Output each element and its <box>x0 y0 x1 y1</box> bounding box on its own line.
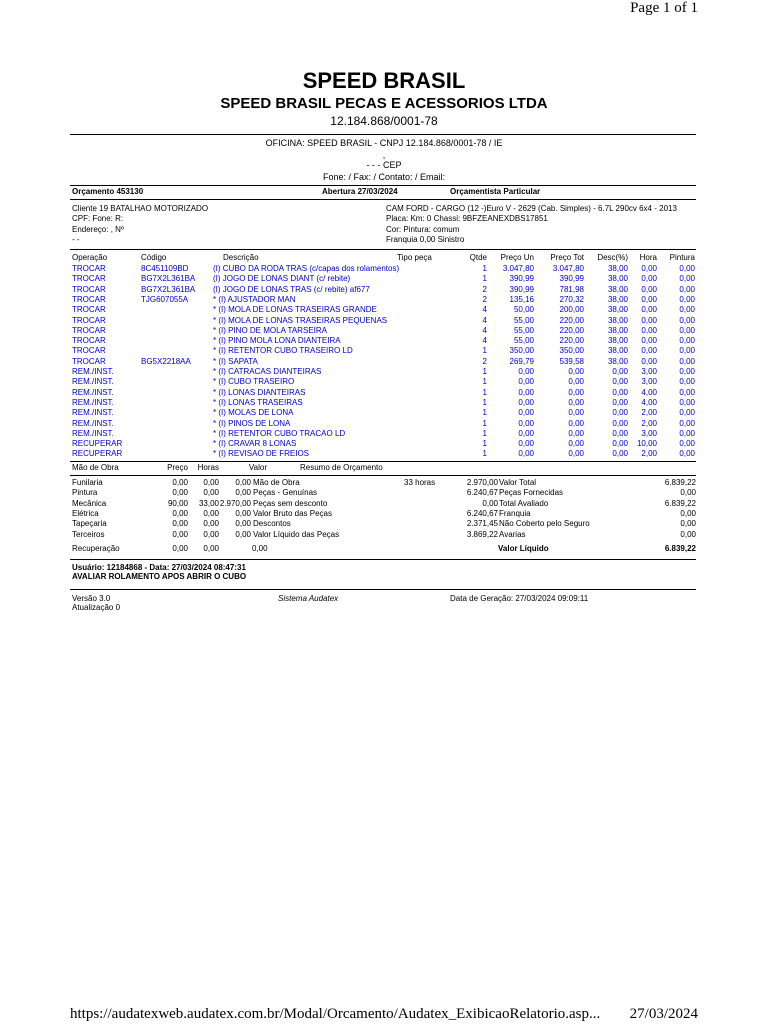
cell-descricao: * (I) PINO DE MOLA TARSEIRA <box>213 325 327 335</box>
labor-horas: 0,00 <box>203 488 219 498</box>
vehicle-model: CAM FORD - CARGO (12 -)Euro V - 2629 (Cab. Simples) - 6.7L 290cv 6x4 - 2013 <box>386 204 677 213</box>
cell-preco-tot: 220,00 <box>559 325 584 335</box>
cell-descricao: * (I) RETENTOR CUBO TRACAO LD <box>213 428 346 438</box>
labor-name: Terceiros <box>72 529 105 539</box>
cell-qtde: 4 <box>482 336 487 346</box>
cell-hora: 4,00 <box>641 397 657 407</box>
labor-preco: 0,00 <box>172 488 188 498</box>
cell-qtde: 1 <box>482 367 487 376</box>
table-row <box>0 316 768 326</box>
cell-qtde: 2 <box>482 356 487 366</box>
cell-operacao: REM./INST. <box>72 418 114 428</box>
summary-value: 6.240,67 <box>466 488 498 498</box>
divider <box>70 559 696 560</box>
address-line: , <box>382 150 386 160</box>
cell-pintura: 0,00 <box>679 418 695 428</box>
cliente-endereco: Endereço: , Nº <box>72 225 124 234</box>
cell-preco-tot: 0,00 <box>568 418 584 428</box>
cell-hora: 3,00 <box>641 377 657 387</box>
cep-line: - - - CEP <box>366 160 402 170</box>
cell-descricao: * (I) LONAS DIANTEIRAS <box>213 387 306 397</box>
cell-preco-tot: 350,00 <box>559 346 584 356</box>
header-operacao: Operação <box>72 253 108 262</box>
cell-hora: 2,00 <box>641 408 657 418</box>
recuperacao-preco: 0,00 <box>172 544 188 553</box>
table-row <box>0 419 768 429</box>
cell-pintura: 0,00 <box>679 439 695 449</box>
company-name: SPEED BRASIL PECAS E ACESSORIOS LTDA <box>220 95 548 112</box>
header-qtde: Qtde <box>469 253 487 262</box>
labor-horas: 0,00 <box>203 478 219 487</box>
divider <box>70 185 696 186</box>
cell-codigo: 8C451109BD <box>141 264 189 273</box>
summary-right-value: 6.839,22 <box>664 478 696 487</box>
divider <box>70 134 696 135</box>
summary-value: 2.371,45 <box>466 519 498 529</box>
labor-header-name: Mão de Obra <box>72 463 119 472</box>
table-row <box>0 274 768 284</box>
cell-desc-pct: 38,00 <box>607 294 628 304</box>
cell-hora: 0,00 <box>641 305 657 315</box>
cell-operacao: TROCAR <box>72 336 106 346</box>
cell-codigo: BG7X2L361BA <box>141 284 196 294</box>
labor-horas: 0,00 <box>203 508 219 518</box>
cell-preco-un: 390,99 <box>509 284 534 294</box>
cell-desc-pct: 38,00 <box>607 325 628 335</box>
summary-label: Peças - Genuínas <box>253 488 318 498</box>
cell-desc-pct: 0,00 <box>612 428 628 438</box>
labor-row <box>0 530 768 540</box>
labor-header <box>0 463 768 473</box>
labor-valor: 0,00 <box>235 519 251 529</box>
orcamentista: Orçamentista Particular <box>450 187 541 196</box>
summary-right-label: Franquia <box>499 508 531 518</box>
header-pintura: Pintura <box>669 253 695 262</box>
labor-row <box>0 499 768 509</box>
summary-right-label: Não Coberto pelo Seguro <box>499 519 590 529</box>
header-tipo-peca: Tipo peça <box>397 253 432 262</box>
cell-operacao: REM./INST. <box>72 428 114 438</box>
header-descricao: Descrição <box>223 253 259 262</box>
cell-preco-tot: 781,98 <box>559 284 584 294</box>
cell-preco-tot: 0,00 <box>568 367 584 376</box>
cell-qtde: 1 <box>482 449 487 459</box>
cell-operacao: REM./INST. <box>72 408 114 418</box>
cell-operacao: TROCAR <box>72 264 106 273</box>
cell-preco-un: 0,00 <box>518 367 534 376</box>
labor-valor: 0,00 <box>235 478 251 487</box>
recuperacao-name: Recuperação <box>72 544 120 553</box>
summary-right-label: Total Avaliado <box>499 498 549 508</box>
divider <box>70 199 696 200</box>
browser-url: https://audatexweb.audatex.com.br/Modal/Orcamento/Audatex_ExibicaoRelatorio.asp... <box>70 1006 601 1022</box>
browser-date: 27/03/2024 <box>629 1006 698 1022</box>
summary-right-value: 6.839,22 <box>664 498 696 508</box>
labor-horas: 0,00 <box>203 529 219 539</box>
summary-label: Descontos <box>253 519 291 529</box>
cliente-cpf: CPF: Fone: R: <box>72 214 124 223</box>
cell-desc-pct: 38,00 <box>607 264 628 273</box>
cell-operacao: TROCAR <box>72 325 106 335</box>
summary-right-value: 0,00 <box>680 519 696 529</box>
labor-row <box>0 519 768 529</box>
cell-hora: 0,00 <box>641 274 657 284</box>
divider <box>70 475 696 476</box>
cell-preco-un: 269,79 <box>509 356 534 366</box>
sistema: Sistema Audatex <box>278 594 339 603</box>
cell-pintura: 0,00 <box>679 377 695 387</box>
labor-name: Elétrica <box>72 508 99 518</box>
cell-preco-un: 0,00 <box>518 418 534 428</box>
cell-preco-tot: 0,00 <box>568 428 584 438</box>
summary-label: Valor Bruto das Peças <box>253 508 333 518</box>
cell-codigo: BG5X2218AA <box>141 356 191 366</box>
cell-preco-un: 0,00 <box>518 387 534 397</box>
summary-right-label: Avarias <box>499 529 526 539</box>
cell-pintura: 0,00 <box>679 367 695 376</box>
labor-preco: 0,00 <box>172 529 188 539</box>
cell-pintura: 0,00 <box>679 397 695 407</box>
company-cnpj: 12.184.868/0001-78 <box>330 114 438 128</box>
cell-qtde: 1 <box>482 439 487 449</box>
cell-preco-tot: 0,00 <box>568 377 584 387</box>
valor-liquido-label: Valor Líquido <box>498 544 549 553</box>
cell-qtde: 1 <box>482 418 487 428</box>
labor-row <box>0 488 768 498</box>
table-row <box>0 449 768 459</box>
cell-qtde: 2 <box>482 294 487 304</box>
summary-right-value: 0,00 <box>680 529 696 539</box>
labor-valor: 0,00 <box>235 508 251 518</box>
recuperacao-row <box>0 544 768 554</box>
table-row <box>0 357 768 367</box>
cell-desc-pct: 0,00 <box>612 377 628 387</box>
observation: AVALIAR ROLAMENTO APOS ABRIR O CUBO <box>72 572 247 581</box>
contact-line: Fone: / Fax: / Contato: / Email: <box>322 172 446 182</box>
cell-pintura: 0,00 <box>679 387 695 397</box>
table-row <box>0 439 768 449</box>
divider <box>70 461 696 462</box>
usuario-line: Usuário: 12184868 - Data: 27/03/2024 08:47:31 <box>72 563 246 572</box>
cell-hora: 0,00 <box>641 336 657 346</box>
labor-header-valor: Valor <box>248 463 267 472</box>
labor-preco: 0,00 <box>172 478 188 487</box>
cell-operacao: TROCAR <box>72 294 106 304</box>
labor-header-preco: Preço <box>167 463 188 472</box>
cell-desc-pct: 38,00 <box>607 336 628 346</box>
table-row <box>0 388 768 398</box>
cell-desc-pct: 0,00 <box>612 367 628 376</box>
cell-operacao: TROCAR <box>72 284 106 294</box>
cell-preco-un: 0,00 <box>518 428 534 438</box>
cell-preco-tot: 0,00 <box>568 397 584 407</box>
summary-label: Valor Líquido das Peças <box>253 529 340 539</box>
oficina-line: OFICINA: SPEED BRASIL - CNPJ 12.184.868/0001-78 / IE <box>265 138 503 148</box>
cell-preco-tot: 270,32 <box>559 294 584 304</box>
cell-qtde: 1 <box>482 397 487 407</box>
orcamento-number: Orçamento 453130 <box>72 187 144 196</box>
cell-desc-pct: 0,00 <box>612 439 628 449</box>
cell-pintura: 0,00 <box>679 284 695 294</box>
summary-value: 0,00 <box>482 498 498 508</box>
divider <box>70 589 696 590</box>
cell-pintura: 0,00 <box>679 428 695 438</box>
atualizacao: Atualização 0 <box>72 603 121 612</box>
cell-preco-un: 0,00 <box>518 397 534 407</box>
cell-preco-un: 55,00 <box>513 315 534 325</box>
summary-value: 3.869,22 <box>466 529 498 539</box>
cell-preco-tot: 390,99 <box>559 274 584 284</box>
cell-desc-pct: 38,00 <box>607 284 628 294</box>
table-row <box>0 367 768 377</box>
cell-hora: 2,00 <box>641 418 657 428</box>
cell-codigo: BG7X2L361BA <box>141 274 196 284</box>
cell-pintura: 0,00 <box>679 356 695 366</box>
cell-descricao: * (I) MOLAS DE LONA <box>213 408 294 418</box>
cell-operacao: REM./INST. <box>72 397 114 407</box>
cell-descricao: * (I) PINOS DE LONA <box>213 418 291 428</box>
cell-operacao: TROCAR <box>72 356 106 366</box>
cell-desc-pct: 0,00 <box>612 418 628 428</box>
table-row <box>0 285 768 295</box>
cell-preco-un: 0,00 <box>518 377 534 387</box>
table-header <box>0 253 768 263</box>
cell-preco-tot: 0,00 <box>568 387 584 397</box>
cell-hora: 3,00 <box>641 428 657 438</box>
cell-descricao: (I) JOGO DE LONAS DIANT (c/ rebite) <box>213 274 351 284</box>
page-number: Page 1 of 1 <box>630 0 698 16</box>
cell-preco-un: 0,00 <box>518 449 534 459</box>
cell-desc-pct: 0,00 <box>612 449 628 459</box>
cell-descricao: (I) CUBO DA RODA TRAS (c/capas dos rolamentos) <box>213 264 400 273</box>
cell-descricao: * (I) CUBO TRASEIRO <box>213 377 295 387</box>
cell-operacao: TROCAR <box>72 305 106 315</box>
cell-hora: 0,00 <box>641 325 657 335</box>
table-row <box>0 346 768 356</box>
data-geracao: Data de Geração: 27/03/2024 09:09:11 <box>450 594 589 603</box>
cell-hora: 0,00 <box>641 264 657 273</box>
table-row <box>0 408 768 418</box>
cell-qtde: 1 <box>482 264 487 273</box>
labor-horas: 33,00 <box>198 498 219 508</box>
table-row <box>0 429 768 439</box>
labor-row <box>0 478 768 488</box>
summary-value: 2.970,00 <box>466 478 498 487</box>
summary-label: Peças sem desconto <box>253 498 328 508</box>
cell-operacao: REM./INST. <box>72 367 114 376</box>
header-preco-un: Preço Un <box>500 253 534 262</box>
header-preco-tot: Preço Tot <box>550 253 584 262</box>
summary-right-label: Peças Fornecidas <box>499 488 564 498</box>
abertura-date: Abertura 27/03/2024 <box>322 187 398 196</box>
labor-name: Tapeçaria <box>72 519 107 529</box>
vehicle-plate: Placa: Km: 0 Chassi: 9BFZEANEXDBS17851 <box>386 214 548 223</box>
cell-preco-un: 135,16 <box>509 294 534 304</box>
cell-descricao: * (I) CRAVAR 8 LONAS <box>213 439 297 449</box>
labor-valor: 0,00 <box>235 488 251 498</box>
cell-hora: 0,00 <box>641 356 657 366</box>
summary-right-label: Valor Total <box>499 478 537 487</box>
cell-preco-un: 350,00 <box>509 346 534 356</box>
cell-preco-un: 55,00 <box>513 336 534 346</box>
cell-descricao: * (I) MOLA DE LONAS TRASEIRAS PEQUENAS <box>213 315 388 325</box>
divider <box>70 249 696 250</box>
vehicle-color: Cor: Pintura: comum <box>386 225 460 234</box>
table-row <box>0 264 768 274</box>
cell-preco-tot: 0,00 <box>568 439 584 449</box>
cell-qtde: 1 <box>482 274 487 284</box>
cell-preco-tot: 3.047,80 <box>552 264 584 273</box>
cell-operacao: REM./INST. <box>72 377 114 387</box>
cell-desc-pct: 0,00 <box>612 387 628 397</box>
labor-preco: 0,00 <box>172 508 188 518</box>
cell-pintura: 0,00 <box>679 294 695 304</box>
cell-preco-un: 3.047,80 <box>502 264 534 273</box>
summary-middle: 33 horas <box>404 478 436 487</box>
cell-qtde: 1 <box>482 346 487 356</box>
cell-preco-tot: 0,00 <box>568 449 584 459</box>
summary-right-value: 0,00 <box>680 488 696 498</box>
cell-descricao: * (I) PINO MOLA LONA DIANTEIRA <box>213 336 341 346</box>
cell-hora: 4,00 <box>641 387 657 397</box>
cell-preco-tot: 539,58 <box>559 356 584 366</box>
cell-descricao: * (I) MOLA DE LONAS TRASEIRAS GRANDE <box>213 305 377 315</box>
cell-pintura: 0,00 <box>679 325 695 335</box>
cell-qtde: 4 <box>482 325 487 335</box>
cell-descricao: * (I) LONAS TRASEIRAS <box>213 397 303 407</box>
cell-operacao: RECUPERAR <box>72 449 123 459</box>
cell-operacao: TROCAR <box>72 346 106 356</box>
cell-preco-tot: 220,00 <box>559 315 584 325</box>
cell-qtde: 1 <box>482 377 487 387</box>
labor-header-horas: Horas <box>197 463 219 472</box>
cell-desc-pct: 38,00 <box>607 305 628 315</box>
cliente-name: Cliente 19 BATALHAO MOTORIZADO <box>72 204 209 213</box>
cell-hora: 0,00 <box>641 284 657 294</box>
cell-pintura: 0,00 <box>679 305 695 315</box>
cell-preco-un: 0,00 <box>518 439 534 449</box>
cell-desc-pct: 38,00 <box>607 315 628 325</box>
cell-qtde: 4 <box>482 305 487 315</box>
cell-pintura: 0,00 <box>679 449 695 459</box>
cliente-extra: - - <box>72 235 80 244</box>
labor-horas: 0,00 <box>203 519 219 529</box>
cell-hora: 10,00 <box>636 439 657 449</box>
summary-label: Mão de Obra <box>253 478 300 487</box>
cell-descricao: * (I) AJUSTADOR MAN <box>213 294 296 304</box>
cell-pintura: 0,00 <box>679 315 695 325</box>
header-hora: Hora <box>639 253 657 262</box>
cell-descricao: * (I) REVISAO DE FREIOS <box>213 449 310 459</box>
report-title: SPEED BRASIL <box>302 68 466 93</box>
table-row <box>0 305 768 315</box>
table-row <box>0 377 768 387</box>
table-row <box>0 326 768 336</box>
labor-preco: 90,00 <box>167 498 188 508</box>
header-desc-pct: Desc(%) <box>597 253 628 262</box>
cell-qtde: 2 <box>482 284 487 294</box>
table-row <box>0 336 768 346</box>
labor-valor: 0,00 <box>235 529 251 539</box>
cell-preco-tot: 200,00 <box>559 305 584 315</box>
cell-preco-tot: 0,00 <box>568 408 584 418</box>
versao: Versão 3.0 <box>72 594 111 603</box>
cell-preco-un: 0,00 <box>518 408 534 418</box>
cell-hora: 3,00 <box>641 367 657 376</box>
cell-operacao: REM./INST. <box>72 387 114 397</box>
cell-qtde: 1 <box>482 428 487 438</box>
table-row <box>0 398 768 408</box>
summary-value: 6.240,67 <box>466 508 498 518</box>
cell-operacao: TROCAR <box>72 315 106 325</box>
header-codigo: Código <box>141 253 167 262</box>
recuperacao-horas: 0,00 <box>203 544 219 553</box>
labor-row <box>0 509 768 519</box>
cell-pintura: 0,00 <box>679 264 695 273</box>
table-row <box>0 295 768 305</box>
cell-pintura: 0,00 <box>679 408 695 418</box>
summary-right-value: 0,00 <box>680 508 696 518</box>
cell-descricao: * (I) RETENTOR CUBO TRASEIRO LD <box>213 346 353 356</box>
recuperacao-valor: 0,00 <box>252 544 268 553</box>
cell-desc-pct: 38,00 <box>607 346 628 356</box>
cell-hora: 0,00 <box>641 315 657 325</box>
labor-name: Funilaria <box>72 478 103 487</box>
cell-qtde: 4 <box>482 315 487 325</box>
cell-qtde: 1 <box>482 387 487 397</box>
cell-desc-pct: 0,00 <box>612 408 628 418</box>
cell-preco-tot: 220,00 <box>559 336 584 346</box>
cell-pintura: 0,00 <box>679 274 695 284</box>
cell-hora: 2,00 <box>641 449 657 459</box>
labor-name: Pintura <box>72 488 98 498</box>
cell-desc-pct: 38,00 <box>607 356 628 366</box>
cell-operacao: RECUPERAR <box>72 439 123 449</box>
labor-header-resumo: Resumo de Orçamento <box>300 463 383 472</box>
cell-operacao: TROCAR <box>72 274 106 284</box>
vehicle-franquia: Franquia 0,00 Sinistro <box>386 235 465 244</box>
cell-descricao: * (I) SAPATA <box>213 356 258 366</box>
cell-codigo: TJG607055A <box>141 294 189 304</box>
cell-hora: 0,00 <box>641 346 657 356</box>
labor-valor: 2.970,00 <box>219 498 251 508</box>
cell-descricao: (I) JOGO DE LONAS TRAS (c/ rebite) af677 <box>213 284 370 294</box>
labor-name: Mecânica <box>72 498 107 508</box>
labor-preco: 0,00 <box>172 519 188 529</box>
cell-preco-un: 50,00 <box>513 305 534 315</box>
cell-pintura: 0,00 <box>679 346 695 356</box>
cell-desc-pct: 38,00 <box>607 274 628 284</box>
cell-preco-un: 55,00 <box>513 325 534 335</box>
cell-pintura: 0,00 <box>679 336 695 346</box>
cell-qtde: 1 <box>482 408 487 418</box>
valor-liquido-total: 6.839,22 <box>664 544 696 553</box>
cell-preco-un: 390,99 <box>509 274 534 284</box>
cell-desc-pct: 0,00 <box>612 397 628 407</box>
cell-descricao: * (I) CATRACAS DIANTEIRAS <box>213 367 322 376</box>
cell-hora: 0,00 <box>641 294 657 304</box>
